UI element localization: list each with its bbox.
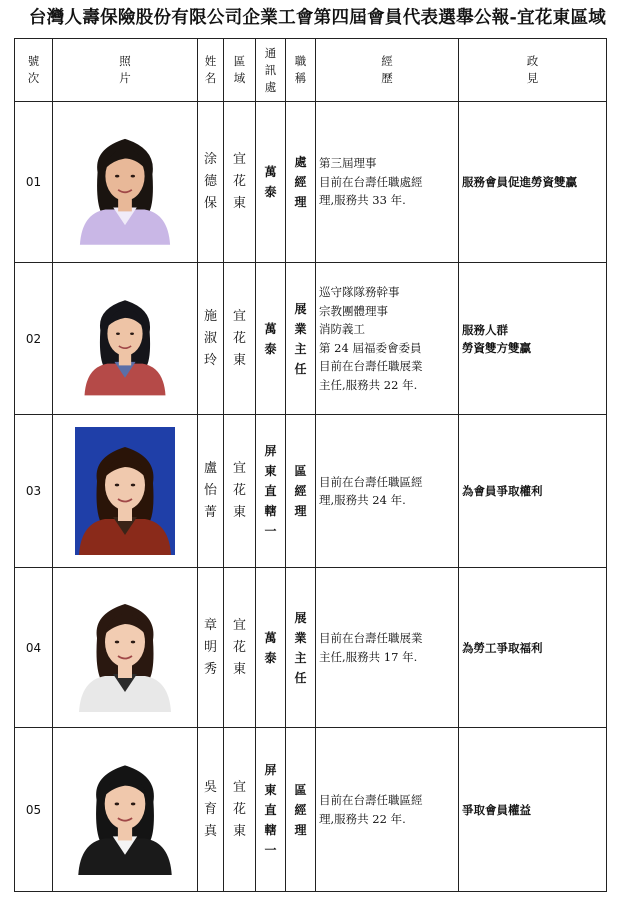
candidate-photo bbox=[53, 728, 198, 892]
candidate-job-title bbox=[286, 568, 316, 728]
job-char: 業 bbox=[294, 321, 307, 336]
office-char: 轄 bbox=[264, 504, 277, 518]
experience-line: 目前在台壽任職展業 bbox=[319, 359, 423, 373]
candidate-photo bbox=[53, 102, 198, 263]
office-char: 萬 bbox=[264, 321, 277, 336]
experience-line: 第三屆理事 bbox=[319, 156, 377, 171]
candidate-name bbox=[198, 568, 224, 728]
region-char: 宜 bbox=[232, 308, 246, 324]
region-char: 東 bbox=[232, 505, 246, 520]
experience-line: 第 24 屆福委會委員 bbox=[319, 340, 422, 355]
job-char: 任 bbox=[294, 361, 307, 376]
policy-line: 爭取會員權益 bbox=[462, 802, 531, 817]
name-char: 涂 bbox=[203, 152, 217, 167]
portrait-photo bbox=[74, 584, 176, 712]
region-char: 花 bbox=[232, 330, 246, 346]
header-region bbox=[224, 39, 256, 102]
job-char: 展 bbox=[294, 610, 307, 625]
job-char: 經 bbox=[294, 175, 307, 189]
experience-line: 目前在台壽任職區經 bbox=[319, 474, 423, 489]
candidate-number: 05 bbox=[15, 728, 53, 892]
header-char: 處 bbox=[264, 79, 277, 94]
office-char: 萬 bbox=[264, 165, 277, 179]
portrait-photo bbox=[81, 279, 169, 399]
candidate-number: 04 bbox=[15, 568, 53, 728]
name-char: 菁 bbox=[203, 505, 217, 520]
header-char: 歷 bbox=[381, 71, 393, 85]
candidate-experience bbox=[316, 568, 459, 728]
office-char: 泰 bbox=[264, 185, 277, 199]
candidate-row bbox=[15, 263, 607, 415]
name-char: 玲 bbox=[203, 352, 217, 368]
region-char: 東 bbox=[232, 352, 246, 368]
experience-line: 理,服務共 33 年. bbox=[319, 193, 406, 208]
candidate-policy bbox=[459, 568, 607, 728]
region-char: 宜 bbox=[232, 152, 246, 167]
candidate-row bbox=[15, 102, 607, 263]
candidate-number: 01 bbox=[15, 102, 53, 263]
candidate-office bbox=[256, 568, 286, 728]
header-char: 號 bbox=[27, 54, 40, 68]
candidate-region bbox=[224, 728, 256, 892]
office-char: 直 bbox=[264, 484, 277, 498]
name-char: 秀 bbox=[203, 661, 217, 677]
office-char: 一 bbox=[264, 524, 277, 538]
region-char: 宜 bbox=[232, 779, 246, 795]
name-char: 怡 bbox=[203, 483, 217, 498]
experience-line: 目前在台壽任職區經 bbox=[319, 793, 423, 807]
page-title: 台灣人壽保險股份有限公司企業工會第四屆會員代表選舉公報-宜花東區域 bbox=[28, 8, 607, 28]
header-char: 姓 bbox=[204, 54, 217, 68]
header-char: 經 bbox=[381, 54, 393, 68]
candidate-photo bbox=[53, 263, 198, 415]
office-char: 直 bbox=[264, 802, 277, 817]
experience-line: 主任,服務共 22 年. bbox=[319, 377, 418, 392]
header-char: 訊 bbox=[264, 62, 277, 77]
name-char: 育 bbox=[203, 801, 217, 817]
region-char: 花 bbox=[232, 483, 246, 498]
job-char: 經 bbox=[294, 802, 307, 817]
header-number bbox=[15, 39, 53, 102]
header-job bbox=[286, 39, 316, 102]
job-char: 區 bbox=[294, 782, 307, 797]
name-char: 淑 bbox=[203, 330, 217, 346]
header-char: 照 bbox=[119, 54, 131, 68]
portrait-photo bbox=[76, 119, 174, 245]
candidate-office bbox=[256, 415, 286, 568]
experience-line: 主任,服務共 17 年. bbox=[319, 649, 418, 664]
header-office bbox=[256, 39, 286, 102]
candidate-policy bbox=[459, 263, 607, 415]
candidate-policy bbox=[459, 102, 607, 263]
name-char: 章 bbox=[203, 617, 217, 633]
office-char: 屏 bbox=[264, 762, 277, 777]
job-char: 處 bbox=[294, 155, 307, 169]
region-char: 宜 bbox=[232, 617, 246, 633]
candidate-row bbox=[15, 568, 607, 728]
candidate-job-title bbox=[286, 728, 316, 892]
header-char: 政 bbox=[526, 54, 539, 68]
header-photo bbox=[53, 39, 198, 102]
candidate-region bbox=[224, 568, 256, 728]
region-char: 東 bbox=[232, 823, 246, 839]
experience-line: 理,服務共 22 年. bbox=[319, 811, 406, 826]
candidate-number: 02 bbox=[15, 263, 53, 415]
name-char: 真 bbox=[203, 823, 217, 839]
name-char: 盧 bbox=[203, 461, 217, 476]
office-char: 泰 bbox=[264, 650, 277, 665]
header-char: 通 bbox=[264, 45, 277, 60]
experience-line: 目前在台壽任職展業 bbox=[319, 631, 423, 645]
candidate-policy bbox=[459, 415, 607, 568]
candidate-office bbox=[256, 102, 286, 263]
job-char: 理 bbox=[294, 822, 307, 837]
candidate-experience bbox=[316, 415, 459, 568]
candidate-name bbox=[198, 415, 224, 568]
policy-line: 服務會員促進勞資雙贏 bbox=[462, 175, 577, 189]
candidate-experience bbox=[316, 728, 459, 892]
office-char: 東 bbox=[264, 464, 277, 478]
candidate-office bbox=[256, 728, 286, 892]
candidate-photo bbox=[53, 568, 198, 728]
header-char: 片 bbox=[119, 71, 131, 85]
candidate-job-title bbox=[286, 415, 316, 568]
candidate-row bbox=[15, 415, 607, 568]
name-char: 施 bbox=[203, 308, 217, 324]
portrait-photo bbox=[75, 425, 175, 557]
candidate-experience bbox=[316, 263, 459, 415]
header-char: 域 bbox=[233, 71, 246, 85]
candidate-office bbox=[256, 263, 286, 415]
candidate-job-title bbox=[286, 263, 316, 415]
candidate-name bbox=[198, 263, 224, 415]
header-policy bbox=[459, 39, 607, 102]
header-row bbox=[15, 39, 607, 102]
policy-line: 勞資雙方雙贏 bbox=[462, 340, 531, 355]
job-char: 任 bbox=[294, 670, 307, 685]
policy-line: 為勞工爭取福利 bbox=[462, 640, 543, 655]
candidate-photo bbox=[53, 415, 198, 568]
header-experience bbox=[316, 39, 459, 102]
job-char: 經 bbox=[294, 484, 307, 498]
job-char: 區 bbox=[294, 464, 307, 478]
header-char: 職 bbox=[294, 54, 307, 68]
office-char: 東 bbox=[264, 782, 277, 797]
office-char: 泰 bbox=[264, 341, 277, 356]
policy-line: 服務人群 bbox=[462, 322, 508, 337]
job-char: 理 bbox=[294, 504, 307, 518]
candidate-table bbox=[14, 38, 607, 892]
name-char: 德 bbox=[203, 174, 217, 189]
name-char: 保 bbox=[203, 196, 217, 211]
office-char: 一 bbox=[264, 842, 277, 857]
region-char: 東 bbox=[232, 661, 246, 677]
candidate-number: 03 bbox=[15, 415, 53, 568]
header-name bbox=[198, 39, 224, 102]
name-char: 明 bbox=[203, 639, 217, 655]
portrait-photo bbox=[73, 745, 177, 875]
job-char: 展 bbox=[294, 301, 307, 316]
job-char: 業 bbox=[294, 630, 307, 645]
office-char: 萬 bbox=[264, 630, 277, 645]
experience-line: 目前在台壽任職處經 bbox=[319, 174, 423, 189]
region-char: 花 bbox=[232, 801, 246, 817]
candidate-name bbox=[198, 102, 224, 263]
candidate-region bbox=[224, 415, 256, 568]
region-char: 東 bbox=[232, 196, 246, 211]
office-char: 屏 bbox=[264, 444, 277, 458]
experience-line: 巡守隊隊務幹事 bbox=[319, 285, 400, 299]
header-char: 區 bbox=[233, 54, 246, 68]
candidate-policy bbox=[459, 728, 607, 892]
candidate-region bbox=[224, 102, 256, 263]
header-char: 見 bbox=[526, 71, 539, 85]
experience-line: 理,服務共 24 年. bbox=[319, 493, 406, 507]
policy-line: 為會員爭取權利 bbox=[462, 484, 543, 498]
experience-line: 宗教團體理事 bbox=[319, 303, 388, 318]
candidate-experience bbox=[316, 102, 459, 263]
job-char: 主 bbox=[294, 650, 307, 665]
header-char: 名 bbox=[204, 71, 217, 85]
name-char: 吳 bbox=[203, 779, 217, 795]
experience-line: 消防義工 bbox=[319, 322, 365, 336]
candidate-name bbox=[198, 728, 224, 892]
job-char: 理 bbox=[294, 195, 307, 209]
region-char: 花 bbox=[232, 639, 246, 655]
region-char: 宜 bbox=[232, 461, 246, 476]
job-char: 主 bbox=[294, 341, 307, 356]
candidate-region bbox=[224, 263, 256, 415]
header-char: 稱 bbox=[294, 71, 307, 85]
candidate-job-title bbox=[286, 102, 316, 263]
region-char: 花 bbox=[232, 174, 246, 189]
candidate-row bbox=[15, 728, 607, 892]
header-char: 次 bbox=[27, 71, 40, 85]
office-char: 轄 bbox=[264, 822, 277, 837]
